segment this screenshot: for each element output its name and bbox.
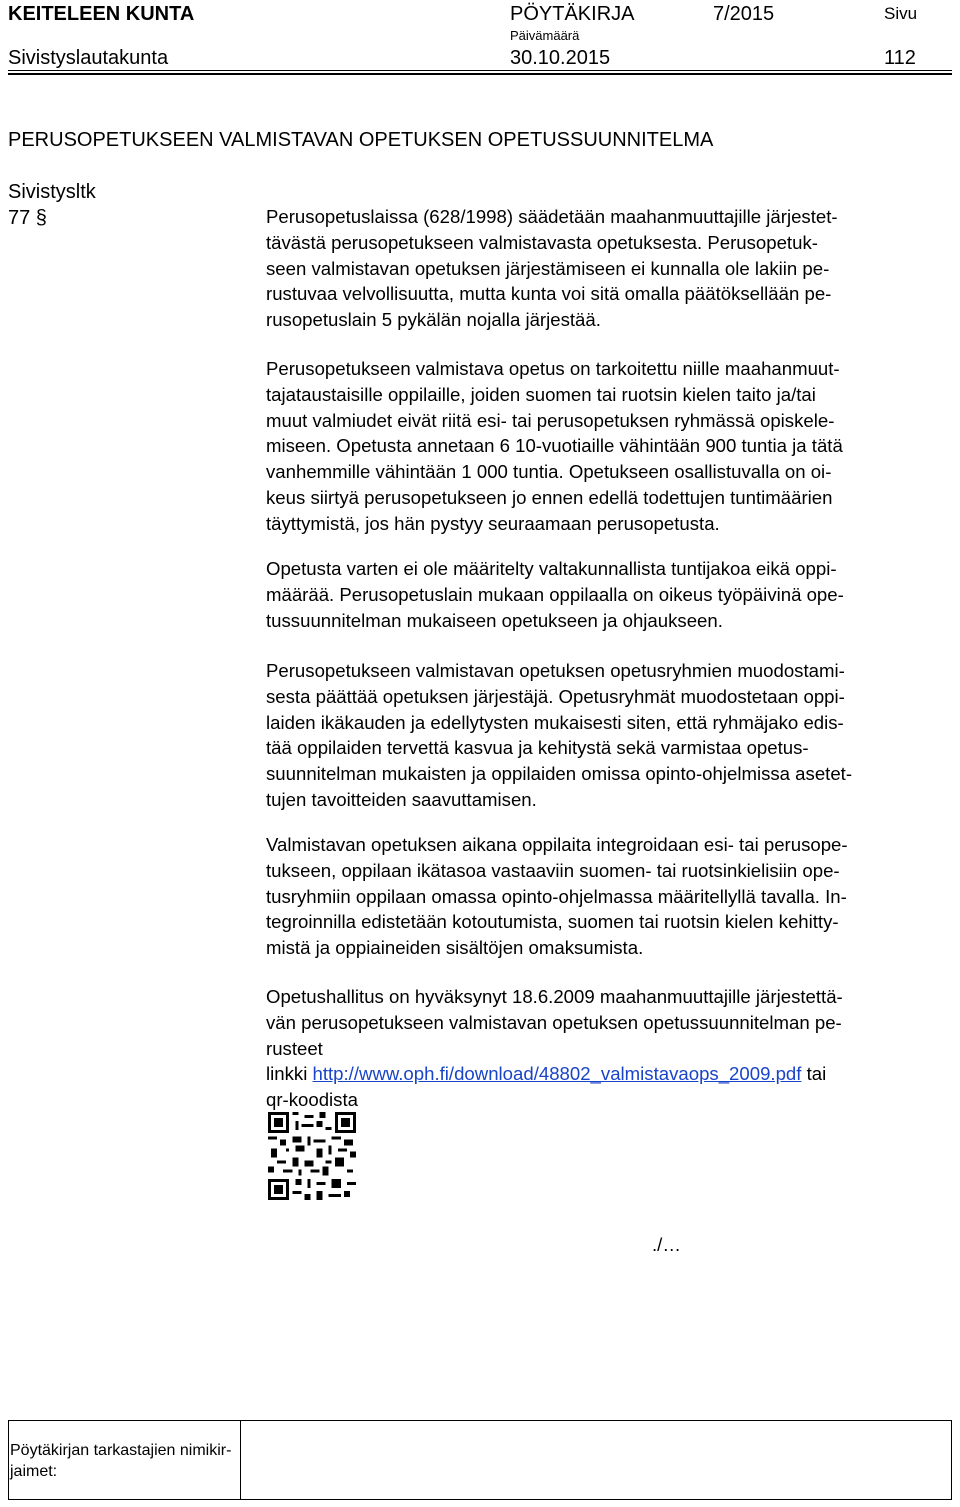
- paragraph-4: [266, 658, 956, 813]
- meeting-date: 30.10.2015: [510, 47, 611, 69]
- text-line: vän perusopetukseen valmistavan opetuksen opetussuunnitelman pe-: [266, 1011, 842, 1033]
- date-label: Päivämäärä: [510, 28, 580, 43]
- text-line: vanhemmille vähintään 1 000 tuntia. Opetukseen osallistuvalla on oi-: [266, 461, 832, 483]
- paragraph-3: [266, 556, 956, 633]
- doc-number: 7/2015: [713, 3, 775, 25]
- signature-label: [10, 1440, 231, 1482]
- text-line: tussuunnitelman mukaiseen opetukseen ja ohjaukseen.: [266, 609, 723, 631]
- text-line: seen valmistavan opetuksen järjestämiseen ei kunnalla ole lakiin pe-: [266, 257, 830, 279]
- paragraph-6: [266, 984, 956, 1113]
- document-title: PERUSOPETUKSEEN VALMISTAVAN OPETUKSEN OPETUSSUUNNITELMA: [8, 129, 714, 151]
- text-line: rusopetuslain 5 pykälän nojalla järjestää.: [266, 309, 601, 331]
- text-line: miseen. Opetusta annetaan 6 10-vuotiaille vähintään 900 tuntia ja tätä: [266, 435, 843, 457]
- qr-code-image: [268, 1112, 356, 1200]
- doc-type: PÖYTÄKIRJA: [510, 3, 635, 25]
- text-line: tajataustaisille oppilaille, joiden suomen tai ruotsin kielen taito ja/tai: [266, 383, 816, 405]
- text-line: Opetusta varten ei ole määritelty valtakunnallista tuntijakoa eikä oppi-: [266, 558, 837, 579]
- text-line: Perusopetukseen valmistava opetus on tarkoitettu niille maahanmuut-: [266, 358, 840, 379]
- text-line: tegroinnilla edistetään kotoutumista, suomen tai ruotsin kielen kehitty-: [266, 911, 839, 933]
- link-prefix: linkki: [266, 1063, 308, 1085]
- text-line: tujen tavoitteiden saavuttamisen.: [266, 788, 537, 810]
- text-line: keus siirtyä perusopetukseen jo ennen edellä todettujen tuntimäärien: [266, 486, 833, 508]
- signature-box-divider: [240, 1420, 241, 1500]
- header-rule: [8, 70, 952, 71]
- text-line: täyttymistä, jos hän pystyy seuraamaan perusopetusta.: [266, 512, 720, 534]
- paragraph-1: [266, 204, 956, 333]
- text-line: Valmistavan opetuksen aikana oppilaita integroidaan esi- tai perusope-: [266, 834, 848, 855]
- text-line: rusteet: [266, 1037, 323, 1059]
- link-line: [266, 1061, 956, 1087]
- signature-label-line: jaimet:: [10, 1463, 58, 1480]
- download-link[interactable]: http://www.oph.fi/download/48802_valmistavaops_2009.pdf: [312, 1063, 802, 1085]
- text-line: sesta päättää opetuksen järjestäjä. Opetusryhmät muodostetaan oppi-: [266, 685, 845, 707]
- text-line: muut valmiudet eivät riitä esi- tai perusopetuksen ryhmässä opiskele-: [266, 409, 835, 431]
- link-suffix: tai: [806, 1063, 827, 1085]
- section-number: 77 §: [8, 207, 47, 229]
- continuation-mark: ./…: [652, 1234, 681, 1255]
- text-line: tukseen, oppilaan ikätasoa vastaaviin suomen- tai ruotsinkielisiin ope-: [266, 859, 840, 881]
- text-line: määrää. Perusopetuslain mukaan oppilaalla on oikeus työpäivinä ope-: [266, 583, 844, 605]
- paragraph-5: [266, 832, 956, 961]
- text-line: mistä ja oppiaineiden sisältöjen omaksumista.: [266, 937, 644, 959]
- board-name: Sivistyslautakunta: [8, 47, 169, 69]
- text-line: Perusopetukseen valmistavan opetuksen opetusryhmien muodostami-: [266, 660, 845, 681]
- text-line: tää oppilaiden tervettä kasvua ja kehitystä sekä varmistaa opetus-: [266, 737, 809, 759]
- text-line: Perusopetuslaissa (628/1998) säädetään maahanmuuttajille järjestet-: [266, 206, 838, 227]
- text-line: Opetushallitus on hyväksynyt 18.6.2009 maahanmuuttajille järjestettä-: [266, 986, 843, 1007]
- text-line: laiden ikäkauden ja edellytysten mukaisesti siten, että ryhmäjako edis-: [266, 711, 844, 733]
- paragraph-2: [266, 356, 956, 537]
- text-line: tusryhmiin oppilaan omassa opinto-ohjelmassa määritellyllä tavalla. In-: [266, 885, 847, 907]
- header-rule-thick: [8, 73, 952, 75]
- committee-label: Sivistysltk: [8, 181, 96, 203]
- qr-label: qr-koodista: [266, 1089, 358, 1111]
- text-line: suunnitelman mukaisten ja oppilaiden omissa opinto-ohjelmissa asetet-: [266, 763, 853, 785]
- org-name: KEITELEEN KUNTA: [8, 3, 195, 25]
- page-label: Sivu: [884, 4, 918, 23]
- signature-label-line: Pöytäkirjan tarkastajien nimikir-: [10, 1442, 232, 1459]
- text-line: rustuvaa velvollisuutta, mutta kunta voi sitä omalla päätöksellään pe-: [266, 283, 832, 305]
- text-line: tävästä perusopetukseen valmistavasta opetuksesta. Perusopetuk-: [266, 231, 818, 253]
- page-number: 112: [884, 47, 916, 69]
